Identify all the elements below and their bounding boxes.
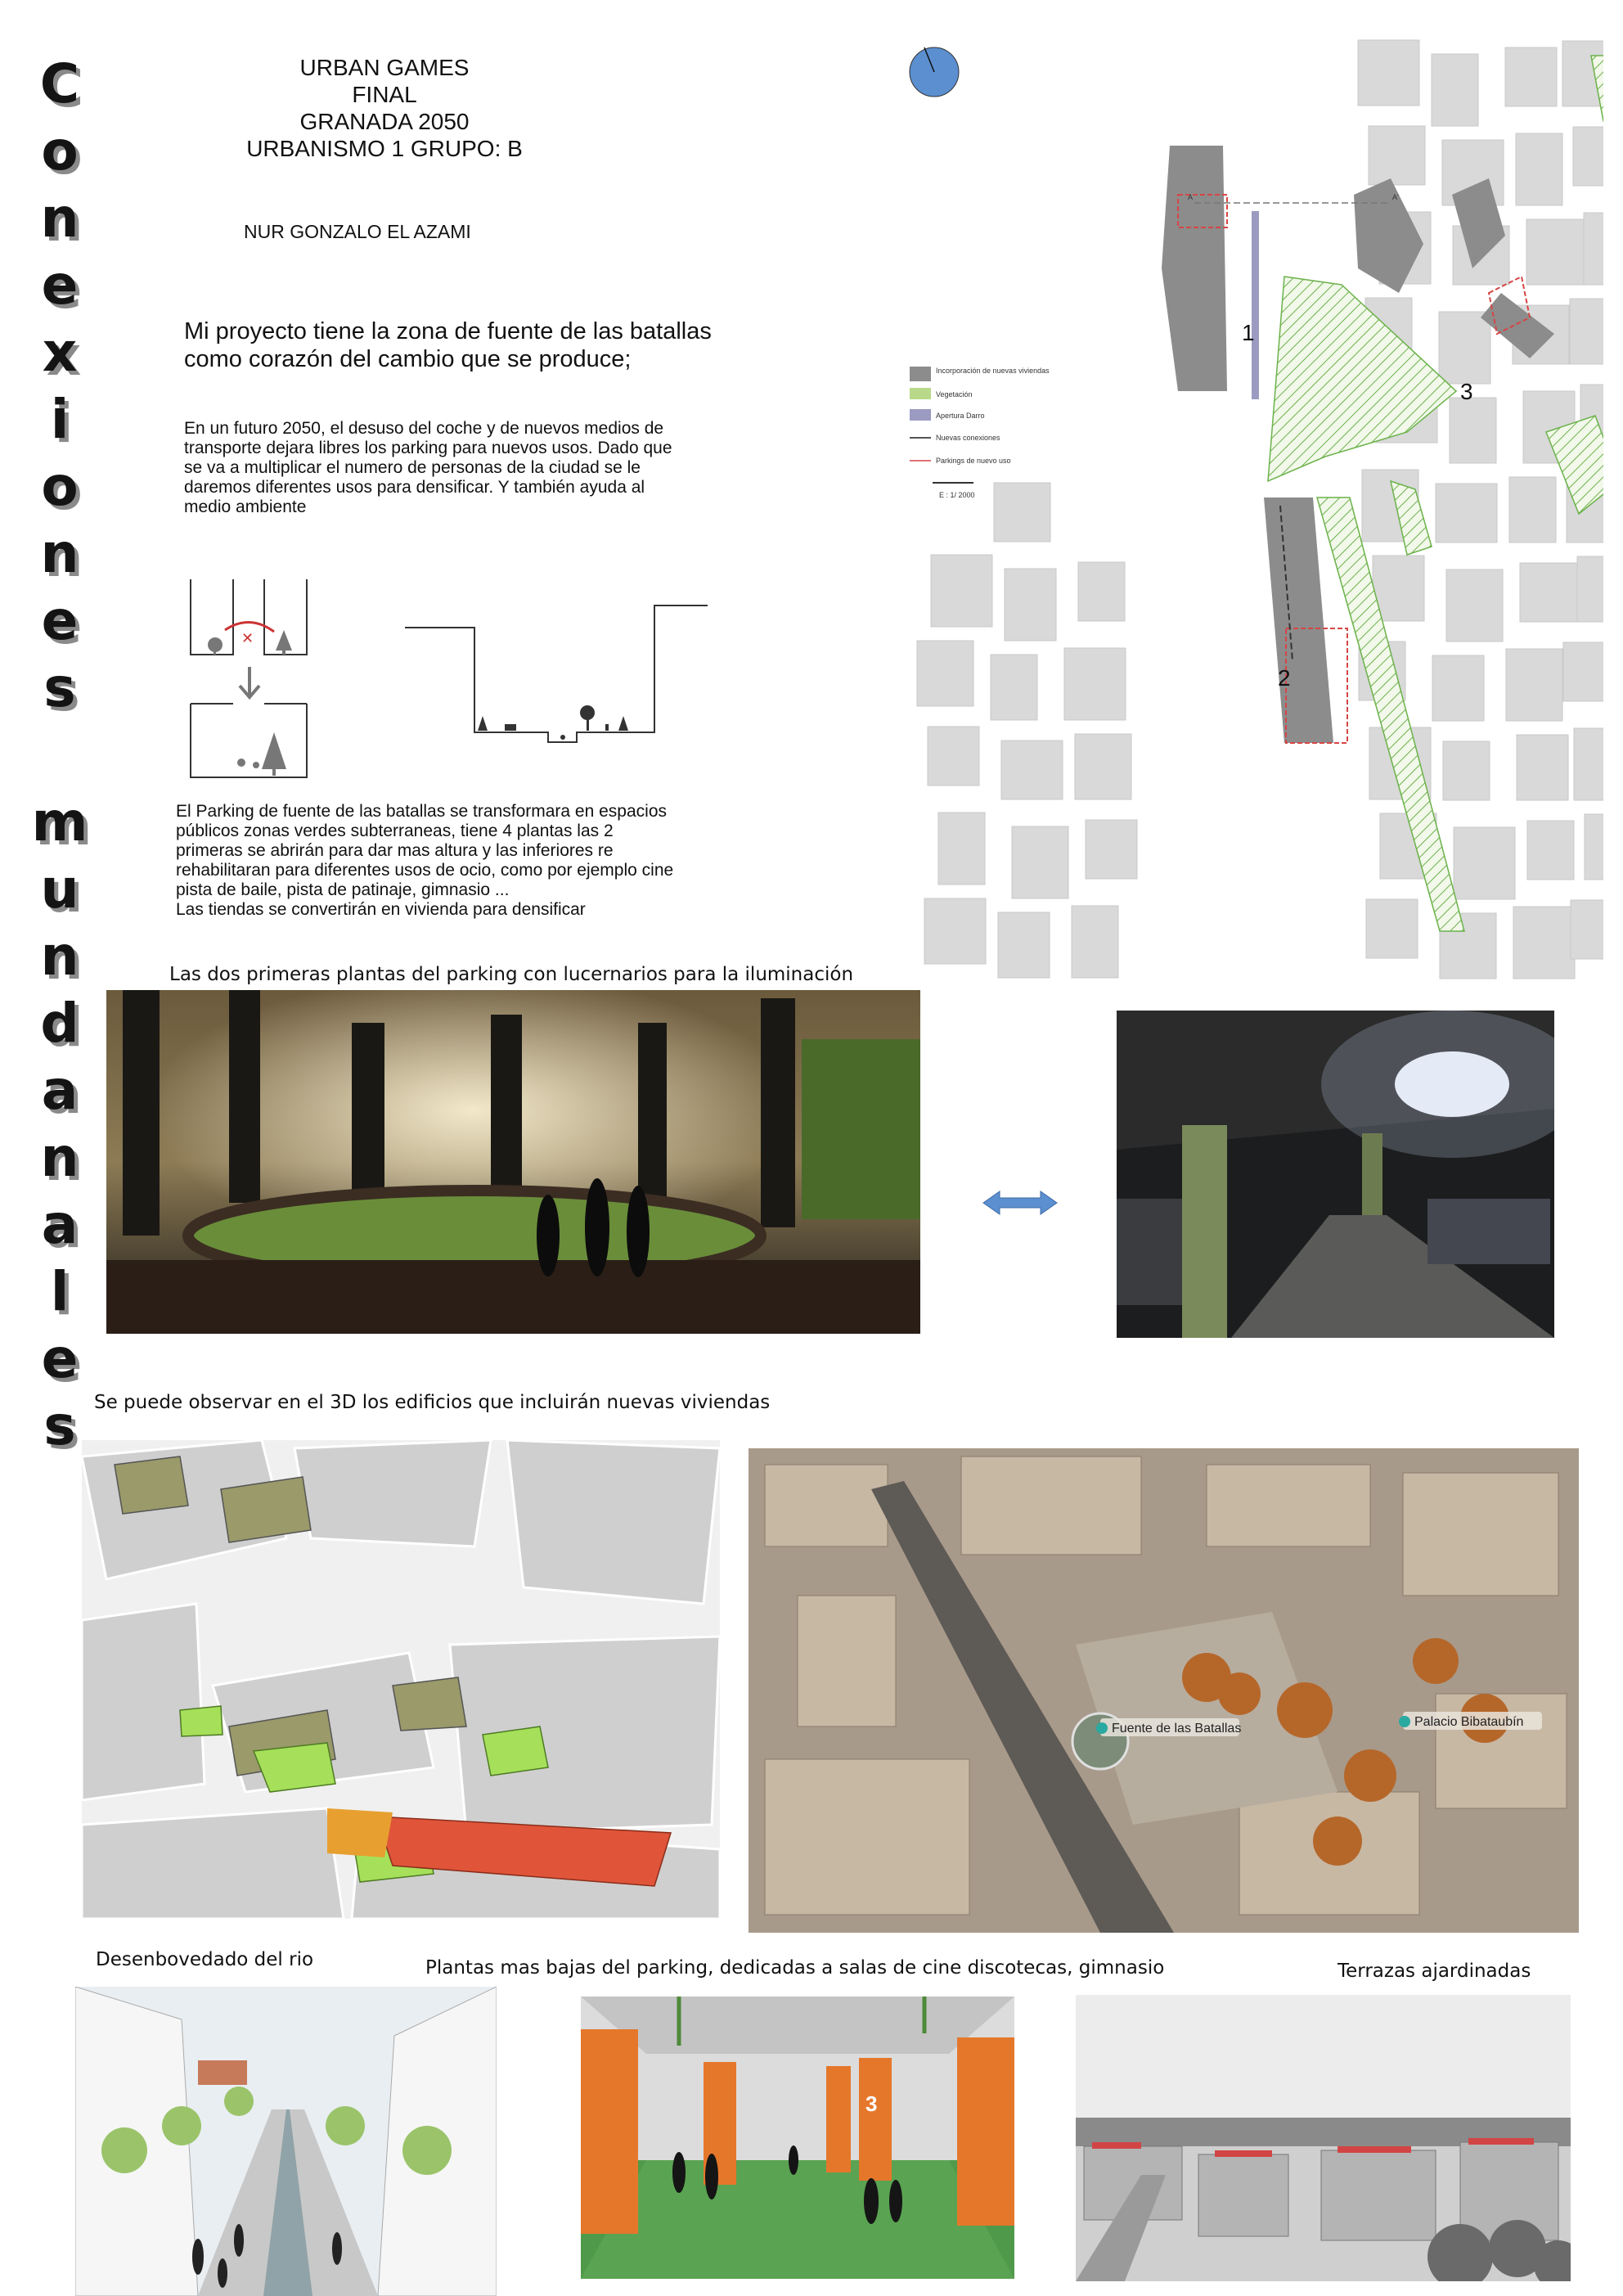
city-block xyxy=(1506,649,1562,721)
city-block xyxy=(1086,820,1137,879)
word2-letter: m xyxy=(31,790,88,853)
city-block xyxy=(1358,40,1419,106)
caption-river: Desenbovedado del rio xyxy=(96,1949,314,1970)
aerial-label-fountain: Fuente de las Batallas xyxy=(1112,1722,1242,1736)
city-block xyxy=(938,813,985,885)
city-block xyxy=(1436,484,1497,542)
legend-label-parkings: Parkings de nuevo uso xyxy=(936,457,1011,465)
legend-label-vegetation: Vegetación xyxy=(936,390,973,398)
caption-lower-floors: Plantas mas bajas del parking, dedicadas a salas de cine discotecas, gimnasio xyxy=(425,1957,1165,1979)
city-block xyxy=(1585,814,1603,880)
intro-paragraph: En un futuro 2050, el desuso del coche y de nuevos medios de transporte dejara libres los parking para nuevos usos. Dado que se va a multiplicar el numero de personas de la ciudad se le daremos diferentes usos para densificar. Y también ayuda al medio ambiente xyxy=(184,419,672,516)
parking-paragraph-last-line: Las tiendas se convertirán en vivienda para densificar xyxy=(176,900,586,919)
city-block xyxy=(931,555,992,627)
city-block xyxy=(998,912,1050,978)
city-block xyxy=(1439,312,1490,384)
map-label-3: 3 xyxy=(1460,379,1473,404)
header-line-2: FINAL xyxy=(352,82,417,107)
city-block xyxy=(1454,827,1515,899)
vertical-title xyxy=(31,51,88,1460)
word1-letter: C xyxy=(39,52,80,115)
section-diagram-before-after xyxy=(184,573,372,786)
city-block xyxy=(1005,569,1056,641)
terraces-photo xyxy=(1076,1995,1571,2281)
city-block xyxy=(1078,562,1125,621)
word1-letter: e xyxy=(41,254,79,317)
render-number: 3 xyxy=(865,2091,878,2116)
parking-paragraph-text: El Parking de fuente de las batallas se transformara en espacios públicos zonas verdes subterraneas, tiene 4 plantas las 2 primeras se abrirán para dar mas altura y las inferiores re rehabilitaran para diferentes usos de ocio, como por ejemplo cine pista de baile, pista de patinaje, gimnasio ... xyxy=(176,802,674,899)
city-block xyxy=(1570,299,1603,364)
parking-paragraph xyxy=(176,802,683,920)
darro-opening xyxy=(1252,211,1259,399)
map-label-2: 2 xyxy=(1278,665,1291,691)
legend-label-connections: Nuevas conexiones xyxy=(936,434,1000,442)
word1-letter: n xyxy=(40,522,79,585)
word1-letter: e xyxy=(41,589,79,652)
map-label-1: 1 xyxy=(1242,320,1255,345)
caption-parking-upper: Las dos primeras plantas del parking con lucernarios para la iluminación xyxy=(169,964,854,985)
city-block xyxy=(1517,735,1568,800)
city-block xyxy=(1064,648,1126,720)
3d-model-image xyxy=(82,1440,720,1919)
header-line-1: URBAN GAMES xyxy=(299,55,470,80)
section-mark-a: A xyxy=(1188,193,1194,201)
svg-text:✕: ✕ xyxy=(241,630,254,647)
word1-letter: x xyxy=(42,321,78,384)
word2-letter: n xyxy=(40,925,79,988)
city-block xyxy=(1577,556,1603,622)
urban-plan-map xyxy=(900,23,1603,980)
section-diagram-street xyxy=(401,601,712,757)
city-block xyxy=(1369,126,1425,185)
word1-letter: i xyxy=(50,388,70,451)
city-block xyxy=(1573,127,1603,186)
city-block xyxy=(994,483,1050,542)
header-line-3: GRANADA 2050 xyxy=(299,109,470,134)
city-block xyxy=(928,727,979,786)
word2-letter: l xyxy=(50,1260,70,1323)
city-block xyxy=(1527,821,1574,880)
word2-letter: d xyxy=(40,992,79,1055)
word2-letter: s xyxy=(43,1394,76,1457)
current-parking-photo xyxy=(1117,1011,1554,1338)
caption-terraces: Terrazas ajardinadas xyxy=(1338,1961,1531,1982)
city-block xyxy=(1446,569,1503,642)
city-block xyxy=(1509,477,1556,542)
city-block xyxy=(1432,655,1484,721)
city-block xyxy=(1001,741,1063,799)
word2-letter: n xyxy=(40,1126,79,1189)
city-block xyxy=(991,655,1037,720)
word2-letter: u xyxy=(40,858,79,921)
word1-letter: n xyxy=(40,187,79,250)
city-block xyxy=(1072,906,1118,978)
legend-label-housing: Incorporación de nuevas viviendas xyxy=(936,367,1050,375)
caption-3d-model: Se puede observar en el 3D los edificios que incluirán nuevas viviendas xyxy=(94,1392,771,1413)
city-block xyxy=(1450,398,1496,463)
city-block xyxy=(1505,47,1557,106)
lower-floors-render xyxy=(581,1997,1014,2279)
city-block xyxy=(1513,907,1575,979)
author-name: NUR GONZALO EL AZAMI xyxy=(244,221,471,242)
underground-park-render xyxy=(106,990,920,1334)
word1-letter: o xyxy=(41,455,79,518)
map-scale: E : 1/ 2000 xyxy=(939,491,975,499)
city-block xyxy=(1075,734,1131,799)
river-sketch xyxy=(75,1987,497,2296)
section-mark-a2: A' xyxy=(1392,193,1399,201)
word1-letter: s xyxy=(43,656,76,719)
city-block xyxy=(1432,54,1478,126)
word2-letter: a xyxy=(41,1193,79,1256)
aerial-label-palace: Palacio Bibataubín xyxy=(1414,1715,1524,1729)
city-block xyxy=(1584,213,1603,285)
city-block xyxy=(1520,563,1581,622)
word2-letter: e xyxy=(41,1327,79,1390)
word2-letter: a xyxy=(41,1059,79,1122)
city-block xyxy=(1526,219,1588,285)
legend-label-darro: Apertura Darro xyxy=(936,412,985,420)
city-block xyxy=(1516,133,1562,205)
city-block xyxy=(1563,642,1603,701)
city-block xyxy=(924,898,986,964)
city-block xyxy=(917,641,973,706)
city-block xyxy=(1443,741,1490,800)
lead-text: Mi proyecto tiene la zona de fuente de las batallas como corazón del cambio que se produce; xyxy=(184,318,712,372)
city-block xyxy=(1012,826,1068,898)
city-block xyxy=(1574,728,1603,800)
city-block xyxy=(1571,900,1603,959)
project-header xyxy=(213,54,556,162)
aerial-photo xyxy=(749,1448,1579,1933)
word1-letter: o xyxy=(41,119,79,182)
header-line-4: URBANISMO 1 GRUPO: B xyxy=(246,136,523,161)
city-block xyxy=(1366,899,1418,958)
double-arrow-icon xyxy=(982,1186,1059,1219)
